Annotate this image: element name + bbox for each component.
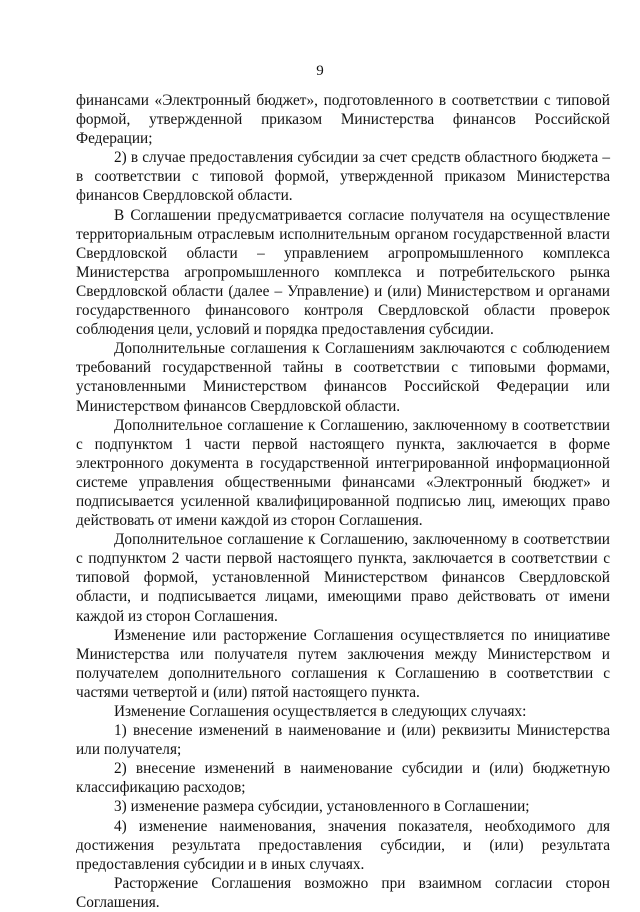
paragraph-additional-agreements: Дополнительные соглашения к Соглашениям заключаются с соблюдением требований государственной тайны в соответствии с типовыми формами, установленными Министерством финансов Российской Федерации или Министерством финансов Свердловской области. (76, 340, 610, 415)
paragraph-termination: Расторжение Соглашения возможно при взаимном согласии сторон Соглашения. (76, 874, 610, 911)
list-item-case-3: 3) изменение размера субсидии, установленного в Соглашении; (114, 798, 530, 816)
paragraph-consent: В Соглашении предусматривается согласие получателя на осуществление территориальным отраслевым исполнительным органом государственной власти Свердловской области – управлением агропромышленного комплекса Министерства агропромышленного комплекса и потребительского рынка Свердловской области (далее – Управление) и (или) Министерством и органами государственного финансового контроля Свердловской области проверок соблюдения цели, условий и порядка предоставления субсидии. (76, 206, 610, 339)
paragraph-continuation: финансами «Электронный бюджет», подготовленного в соответствии с типовой формой, утвержденной приказом Министерства финансов Российской Федерации; (76, 92, 610, 148)
list-item-case-4: 4) изменение наименования, значения показателя, необходимого для достижения результата предоставления субсидии, и (или) результата предоставления субсидии и в иных случаях. (76, 817, 610, 873)
list-item-case-1: 1) внесение изменений в наименование и (или) реквизиты Министерства или получателя; (76, 722, 610, 759)
paragraph-additional-agreement-2: Дополнительное соглашение к Соглашению, заключенному в соответствии с подпунктом 2 части первой настоящего пункта, заключается в соответствии с типовой формой, установленной Министерством финансов Свердловской области, и подписывается лицами, имеющими право действовать от имени каждой из сторон Соглашения. (76, 531, 610, 625)
paragraph-change-cases-intro: Изменение Соглашения осуществляется в следующих случаях: (114, 703, 527, 720)
document-body (76, 91, 610, 912)
list-item-case-2: 2) внесение изменений в наименование субсидии и (или) бюджетную классификацию расходов; (76, 760, 610, 797)
paragraph-subitem-2: 2) в случае предоставления субсидии за счет средств областного бюджета – в соответствии с типовой формой, утвержденной приказом Министерства финансов Свердловской области. (76, 149, 610, 205)
paragraph-change-or-termination: Изменение или расторжение Соглашения осуществляется по инициативе Министерства или получателя путем заключения между Министерством и получателем дополнительного соглашения к Соглашению в соответствии с частями четвертой и (или) пятой настоящего пункта. (76, 626, 610, 701)
page-number: 9 (316, 63, 324, 79)
paragraph-additional-agreement-1: Дополнительное соглашение к Соглашению, заключенному в соответствии с подпунктом 1 части первой настоящего пункта, заключается в форме электронного документа в государственной интегрированной информационной системе управления общественными финансами «Электронный бюджет» и подписывается усиленной квалифицированной подписью лиц, имеющих право действовать от имени каждой из сторон Соглашения. (76, 416, 610, 530)
